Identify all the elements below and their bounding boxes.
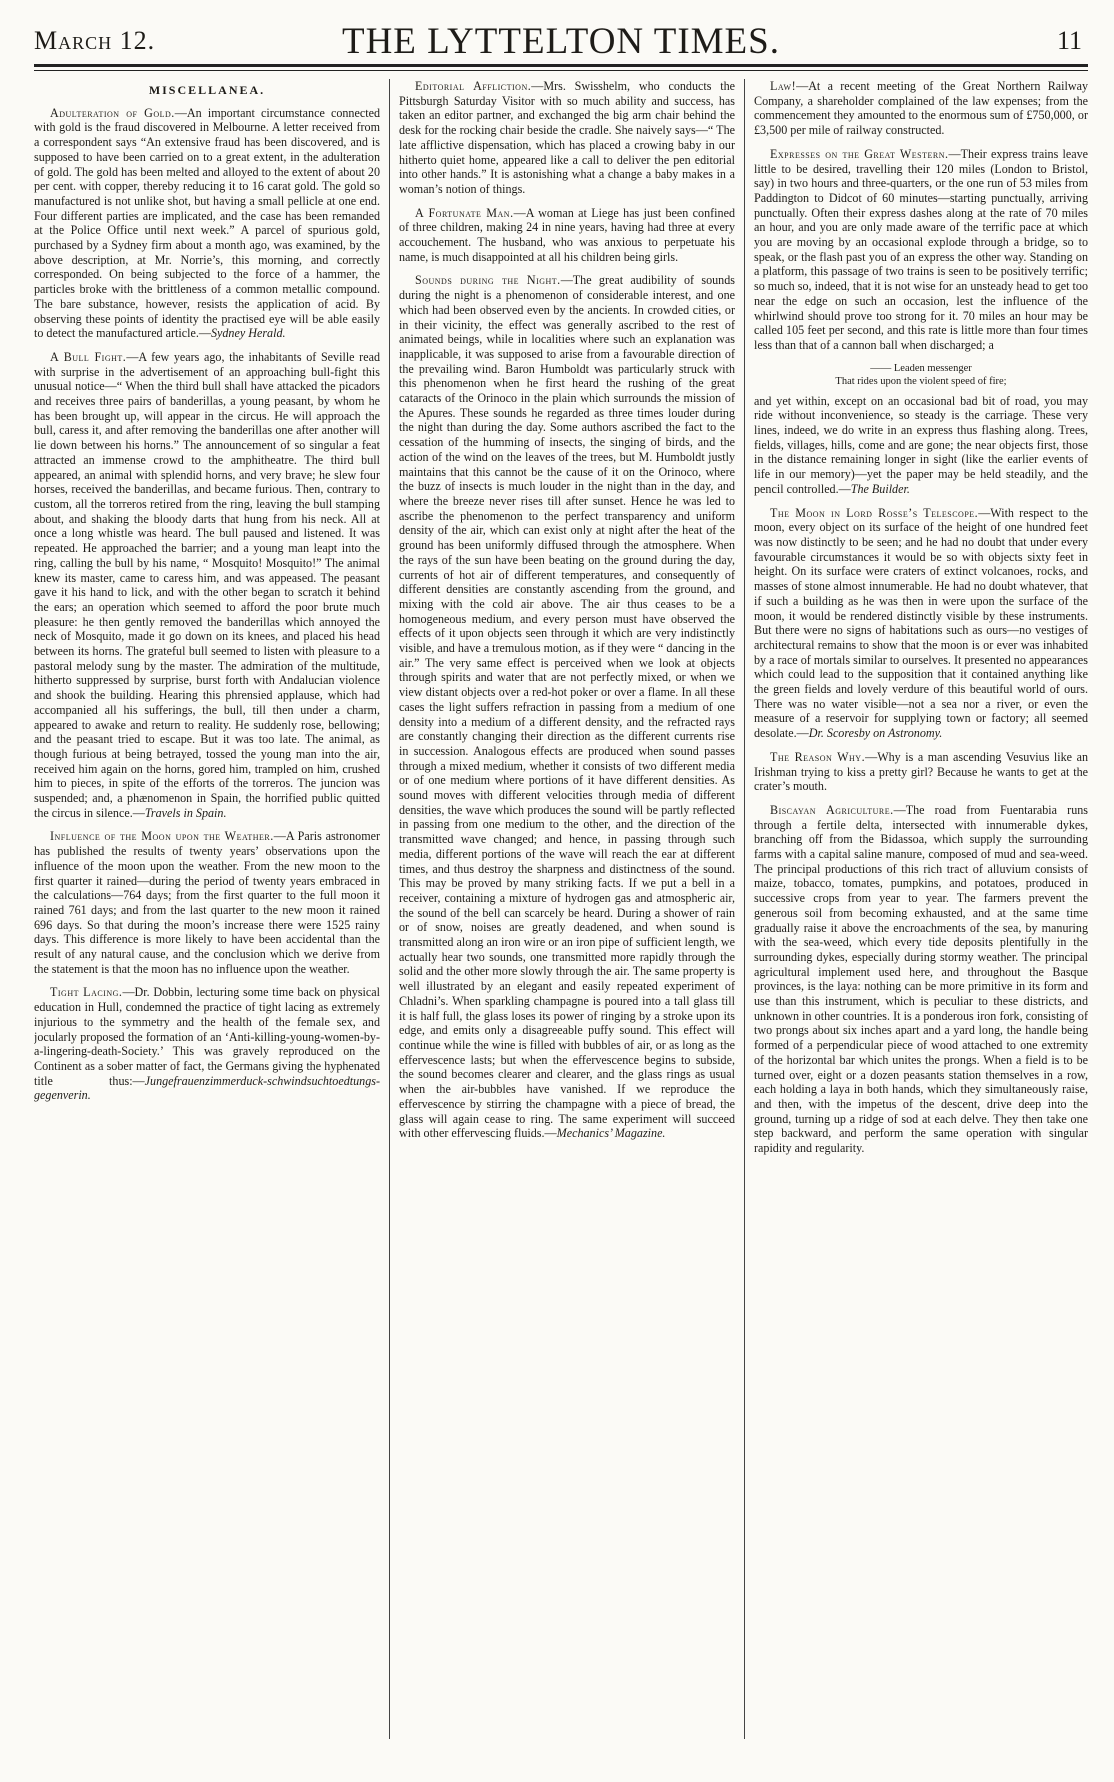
article-body: —A woman at Liege has just been confined of three children, making 24 in nine years, having had three at every accouchement. The husband, who was anxious to perpetuate his name, is much disappointed at all his children being girls. xyxy=(399,205,735,264)
article-body: —A few years ago, the inhabitants of Seville read with surprise in the advertisement of an approaching bull-fight this unusual notice—“ When the third bull shall have attacked the picadors and receives three pairs of banderillas, a young peasant, by whom he has been brought up, will appear in the circus. He will approach the bull, caress it, and after removing the banderillas one after another will lie down between his horns.” The announcement of so singular a feat attracted an immense crowd to the amphitheatre. The third bull appeared, an animal with splendid horns, and very brave; he slew four horses, received the banderillas, and became furious. Then, contrary to custom, all the torreros retired from the ring, leaving the bull stamping about, and shaking the bloody darts that hung from his neck. All at once a long whistle was heard. The bull paused and listened. It was repeated. He approached the barrier; and a young man leapt into the ring, calling the bull by his name, “ Mosquito! Mosquito!” The animal knew its master, came to caress him, and was appeased. The peasant gave it his hand to lick, and with the other began to scratch it behind the ears; an operation which seemed to afford the poor brute much pleasure: he then gently removed the banderillas which annoyed the neck of Mosquito, made it go down on its knees, and placed his head between its horns. The grateful bull seemed to listen with pleasure to a pastoral melody sung by the master. The admiration of the multitude, hitherto suppressed by surprise, burst forth with Andalucian violence and shook the building. Hearing this phrensied applause, which had accompanied all his sufferings, the bull, till then under a charm, appeared to awake and return to reality. He suddenly rose, bellowing; and the peasant tried to escape. But it was too late. The animal, as though furious at being betrayed, tossed the young man into the air, received him again on the horns, gored him, trampled on him, crushed him to pieces, in spite of the efforts of the torreros. The juncion was suspended; and, a phænomenon in Spain, the horrified public quitted the circus in silence.— xyxy=(34,349,380,820)
article xyxy=(399,206,735,265)
article xyxy=(34,350,380,821)
article-heading: Tight Lacing. xyxy=(50,985,123,1000)
article xyxy=(754,394,1088,497)
column-2 xyxy=(389,79,744,1739)
article-heading: Adulteration of Gold. xyxy=(50,105,175,120)
column-2-content xyxy=(399,79,735,1141)
article-body: —Dr. Dobbin, lecturing some time back on physical education in Hull, condemned the practice of tight lacing as extremely injurious to the symmetry and the health of the female sex, and jocularly proposed the formation of an ‘Anti-killing-young-women-by-a-lingering-death-Society.’ This was gravely reproduced on the Continent as a sober matter of fact, the Germans giving the hyphenated title thus:— xyxy=(34,985,380,1088)
article-source: The Builder. xyxy=(850,481,910,496)
verse-line: —— Leaden messenger xyxy=(870,362,972,374)
article-body: —The road from Fuentarabia runs through a fertile delta, intersected with innumerable dykes, branching off from the Bidassoa, which supply the surrounding farms with a capital saline manure, composed of mud and sea-weed. The principal productions of this rich tract of alluvium consists of maize, tobacco, tomates, pumpkins, and potatoes, produced in successive crops from year to year. The farmers prevent the generous soil from becoming exhausted, and at the same time gradually raise it above the encroachments of the sea, by manuring with the sea-weed, which every tide deposits plentifully in the surrounding dykes, especially during stormy weather. The principal agricultural implement used here, and throughout the Basque provinces, is the laya: nothing can be more primitive in its form and use than this instrument, which is peculiar to these districts, and unknown in other countries. It is a ponderous iron fork, consisting of two prongs about six inches apart and a yard long, the handle being formed of a perpendicular piece of wood attached to one extremity of the horizontal bar which unites the prongs. When a field is to be turned over, eight or a dozen peasants station themselves in a row, each holding a laya in both hands, which they simultaneously raise, and then, with the impetus of the descent, drive deep into the ground, turning up a ridge of sod at each delve. They then take one step backward, and perform the same operation with singular rapidity and regularity. xyxy=(754,802,1088,1156)
article-body: —Their express trains leave little to be desired, travelling their 120 miles (London to Bristol, say) in two hours and three-quarters, or the one run of 53 miles from Paddington to Didcot of 60 minutes—starting punctually, arriving punctually. Often their express dashes along at the rate of 70 miles an hour, and you are only made aware of the terrific pace at which you are moving by an occasional explode through a bridge, so to speak, or the flash past you of an express the other way. Standing on a platform, this passage of two trains is seen to be positively terrific; so much so, indeed, that it is not wise for an unsteady head to get too near the edge on such an occasion, lest the influence of the whirlwind should prove too strong for it. 70 miles an hour may be called 105 feet per second, and this rate is little more than four times less than that of a cannon ball when discharged; a xyxy=(754,146,1088,352)
newspaper-title: THE LYTTELTON TIMES. xyxy=(341,21,780,62)
article xyxy=(754,79,1088,138)
article-source: Dr. Scoresby on Astronomy. xyxy=(808,726,943,741)
article xyxy=(34,106,380,341)
article-heading: Law! xyxy=(770,79,797,93)
article xyxy=(754,750,1088,794)
article-body: —The great audibility of sounds during the night is a phenomenon of considerable interest, and one which had been observed even by the ancients. In crowded cities, or in their vicinity, the effect was generally ascribed to the rest of animated beings, while in localities where such an explanation was inapplicable, it was supposed to arise from a favourable direction of the prevailing wind. Baron Humboldt was particularly struck with this phenomenon when he first heard the rushing of the great cataracts of the Orinoco in the plain which surrounds the mission of the Apures. These sounds he regarded as three times louder during the night than during the day. Some authors ascribed the fact to the cessation of the humming of insects, the singing of birds, and the action of the wind on the leaves of the trees, but M. Humboldt justly maintains that this cannot be the cause of it on the Orinoco, where the buzz of insects is much louder in the night than in the day, and where the breeze never rises till after sunset. Hence he was led to ascribe the phenomenon to the perfect transparency and uniform density of the air, which can exist only at night after the heat of the ground has been uniformly diffused through the atmosphere. When the rays of the sun have been beating on the ground during the day, currents of hot air of different temperatures, and consequently of different densities are constantly ascending from the ground, and mixing with the cold air above. The air thus ceases to be a homogeneous medium, and every person must have observed the effects of it upon objects seen through it which are very indistinctly visible, and have a tremulous motion, as if they were “ dancing in the air.” The very same effect is perceived when we look at objects through spirits and water that are not perfectly mixed, or when we view distant objects over a red-hot poker or over a flame. In all these cases the light suffers refraction in passing from a medium of one density into a medium of a different density, and the refracted rays are constantly changing their direction as the different currents rise in succession. Analogous effects are produced when sound passes through a mixed medium, whether it consists of two different media or of one medium where portions of it have different densities. As sound moves with different velocities through media of different densities, the wave which produces the sound will be partly reflected in passing from one medium to the other, and the direction of the transmitted wave changed; and hence, in passing through such media, different portions of the wave will reach the ear at different times, and thus destroy the sharpness and distinctness of the sound. This may be proved by many striking facts. If we put a bell in a receiver, containing a mixture of hydrogen gas and atmospheric air, the sound of the bell can scarcely be heard. During a shower of rain or of snow, noises are greatly deadened, and when sound is transmitted along an iron wire or an iron pipe of sufficient length, we actually hear two sounds, one transmitted more rapidly through the solid and the other more slowly through the air. The same property is well illustrated by an elegant and easily repeated experiment of Chladni’s. When sparkling champagne is poured into a tall glass till it is half full, the glass loses its power of ringing by a stroke upon its edge, and emits only a disagreeable puffy sound. This effect will continue while the wine is filled with bubbles of air, or as long as the effervescence lasts; but when the effervescence begins to subside, the sound becomes clearer and clearer, and the glass rings as usual when the air-bubbles have vanished. If we reproduce the effervescence by stirring the champagne with a piece of bread, the glass will again cease to ring. The same experiment will succeed with other effervescing fluids.— xyxy=(399,273,735,1141)
article-heading: Biscayan Agriculture. xyxy=(770,802,894,817)
column-1 xyxy=(34,79,389,1739)
article-body: —Why is a man ascending Vesuvius like an Irishman trying to kiss a pretty girl? Because he wants to get at the crater’s mouth. xyxy=(754,749,1088,794)
article-heading: Editorial Affliction. xyxy=(415,79,532,93)
article-body: and yet within, except on an occasional bad bit of road, you may ride without inconvenience, so steady is the carriage. These very lines, indeed, we do write in an express thus flashing along. Trees, fields, villages, hills, come and are gone; the near objects first, those in the distance remaining longer in sight (like the earlier events of life in our memory)—yet the paper may be held steadily, and the pencil controlled.— xyxy=(754,393,1088,496)
column-1-content xyxy=(34,106,380,1103)
issue-date: March 12. xyxy=(34,26,156,55)
article-body: —With respect to the moon, every object on its surface of the height of one hundred feet was now distinctly to be seen; and he had no doubt that under every favourable circumstances it would be so with objects sixty feet in height. On its surface were craters of extinct volcanoes, rocks, and masses of stone almost innumerable. He had no doubt whatever, that if such a building as he was then in were upon the surface of the moon, it would be rendered distinctly visible by these instruments. But there were no signs of habitations such as ours—no vestiges of architectural remains to show that the moon is or ever was inhabited by a race of mortals similar to ourselves. It presented no appearances which could lead to the supposition that it contained anything like the green fields and lovely verdure of this beautiful world of ours. There was no water visible—not a sea nor a river, or even the measure of a reservoir for supplying town or factory; all seemed desolate.— xyxy=(754,505,1088,741)
article-heading: The Reason Why. xyxy=(770,749,866,764)
article-heading: Sounds during the Night. xyxy=(415,273,561,288)
article-source: Sydney Herald. xyxy=(210,326,286,341)
column-3-content xyxy=(754,79,1088,1156)
article-body: —Mrs. Swisshelm, who conducts the Pittsburgh Saturday Visitor with so much ability and success, has taken an editor partner, and exchanged the big arm chair behind the desk for the rocking chair beside the cradle. She naively says—“ The late afflictive dispensation, which has placed a crowing baby in our hitherto quiet home, appeared like a call to deliver the pen editorial into other hands.” It is astonishing what a change a baby makes in a woman’s notion of things. xyxy=(399,79,735,196)
article-heading: Expresses on the Great Western. xyxy=(770,146,949,161)
page-number: 11 xyxy=(1056,26,1082,55)
section-title: MISCELLANEA. xyxy=(148,83,266,97)
newspaper-page xyxy=(0,14,1114,1782)
columns xyxy=(34,79,1088,1739)
verse-quote xyxy=(754,362,1088,388)
article xyxy=(754,803,1088,1156)
article-source: Travels in Spain. xyxy=(144,805,227,820)
article xyxy=(34,985,380,1103)
header-rule xyxy=(34,64,1088,71)
article-source: Mechanics’ Magazine. xyxy=(556,1126,666,1141)
article-body: —A Paris astronomer has published the results of twenty years’ observations upon the influence of the moon upon the weather. From the new moon to the first quarter it rained—during the period of twenty years embraced in the calculations—764 days; from the first quarter to the full moon it rained 761 days; and from the last quarter to the new moon it rained 696 days. So that during the moon’s increase there were 1525 rainy days. This difference is more likely to have been accidental than the result of any natural cause, and the conclusion which we derive from the statement is that the moon has no influence upon the weather. xyxy=(34,829,380,976)
masthead xyxy=(34,14,1088,62)
article xyxy=(754,147,1088,353)
verse-line: That rides upon the violent speed of fire; xyxy=(835,375,1007,387)
article-body: —An important circumstance connected with gold is the fraud discovered in Melbourne. A letter received from a correspondent says “An extensive fraud has been discovered, and is supposed to have been carried on to a great extent, in the adulteration of gold. The gold has been melted and alloyed to the extent of about 20 per cent. with copper, thereby reducing it to 16 carat gold. The gold so manufactured is not unlike shot, but having a small pellicle at one end. Four different parties are implicated, and the case has been remanded at the Police Office until next week.” A parcel of spurious gold, purchased by a Sydney firm about a month ago, was examined, by the above description, at Mr. Norrie’s, this morning, and correctly corresponded. On being subjected to the force of a hammer, the particles broke with the brittleness of a common metallic compound. The bare substance, however, resists the application of acid. By observing these points of identity the practised eye will be able easily to detect the manufactured article.— xyxy=(34,105,380,341)
article-heading: The Moon in Lord Rosse’s Telescope. xyxy=(770,505,979,520)
article-heading: A Fortunate Man. xyxy=(415,205,514,220)
article-heading: A Bull Fight. xyxy=(50,349,127,364)
article-heading: Influence of the Moon upon the Weather. xyxy=(50,829,274,844)
article-source: Jungefrauenzimmerduck-schwindsuchtoedtungs-gegenverin. xyxy=(34,1073,380,1103)
article xyxy=(399,79,735,197)
article xyxy=(754,506,1088,741)
column-3 xyxy=(744,79,1088,1739)
article xyxy=(399,273,735,1140)
article-body: —At a recent meeting of the Great Northern Railway Company, a shareholder complained of the law expenses; from the commencement they amounted to the enormous sum of £750,000, or £3,500 per mile of railway constructed. xyxy=(754,79,1088,138)
article xyxy=(34,829,380,976)
